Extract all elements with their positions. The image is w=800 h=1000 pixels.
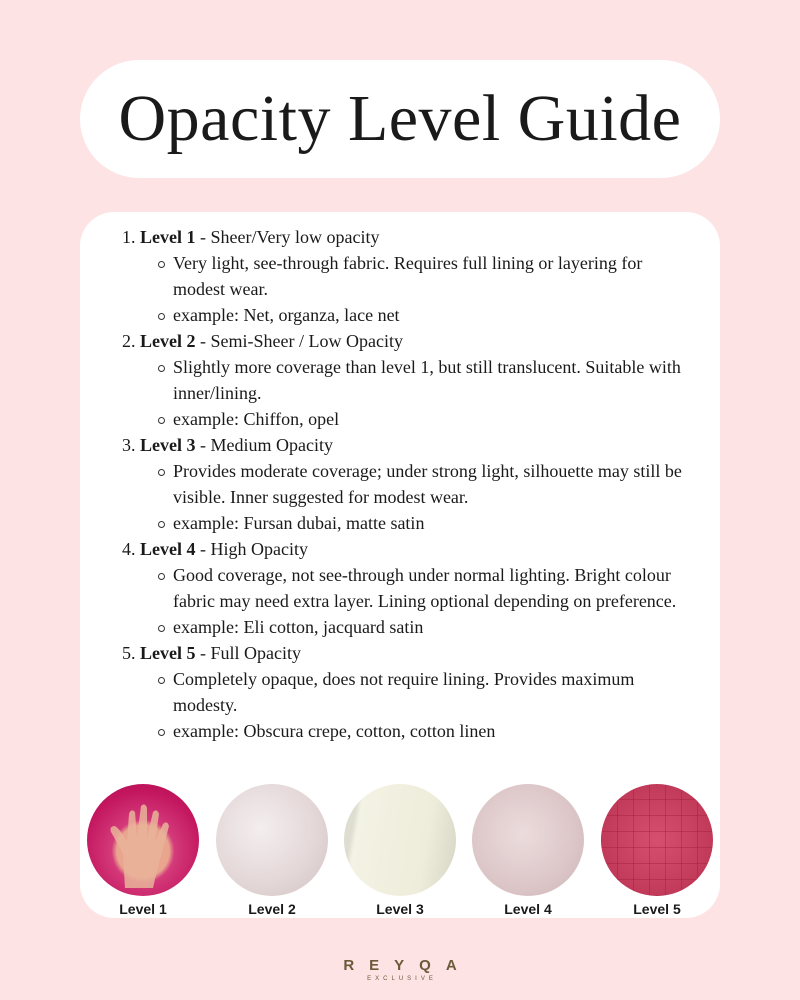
level-bullet: Provides moderate coverage; under strong light, silhouette may still be visible. Inner suggested for modest wear. — [122, 458, 692, 510]
level-heading — [122, 432, 692, 458]
swatch-row — [80, 784, 720, 917]
hand-image — [87, 784, 199, 896]
level-example: example: Eli cotton, jacquard satin — [122, 614, 692, 640]
swatch-image-level-3 — [344, 784, 456, 896]
swatch-label: Level 1 — [119, 901, 167, 917]
level-description: - Sheer/Very low opacity — [200, 227, 380, 247]
level-bullets — [122, 666, 692, 744]
brand-name: REYQA — [343, 957, 472, 974]
level-bullet: Good coverage, not see-through under normal lighting. Bright colour fabric may need extra layer. Lining optional depending on preference. — [122, 562, 692, 614]
level-label: Level 2 — [140, 331, 196, 351]
level-item-2 — [122, 328, 692, 432]
level-number: 2. — [122, 331, 136, 351]
level-bullets — [122, 458, 692, 536]
page-title: Opacity Level Guide — [118, 82, 682, 155]
level-item-5 — [122, 640, 692, 744]
level-bullets — [122, 562, 692, 640]
swatch-image-level-1 — [87, 784, 199, 896]
level-bullet: Very light, see-through fabric. Requires full lining or layering for modest wear. — [122, 250, 692, 302]
level-number: 5. — [122, 643, 136, 663]
swatch-label: Level 2 — [248, 901, 296, 917]
level-number: 3. — [122, 435, 136, 455]
level-label: Level 4 — [140, 539, 196, 559]
level-description: - Semi-Sheer / Low Opacity — [200, 331, 403, 351]
level-heading — [122, 224, 692, 250]
level-heading — [122, 536, 692, 562]
level-example: example: Chiffon, opel — [122, 406, 692, 432]
content-card — [80, 212, 720, 918]
level-bullet: Slightly more coverage than level 1, but still translucent. Suitable with inner/lining. — [122, 354, 692, 406]
level-number: 4. — [122, 539, 136, 559]
brand-logo — [0, 957, 800, 982]
swatch-label: Level 5 — [633, 901, 681, 917]
level-number: 1. — [122, 227, 136, 247]
level-bullets — [122, 250, 692, 328]
level-description: - High Opacity — [200, 539, 308, 559]
swatch-image-level-5 — [601, 784, 713, 896]
level-bullet: Completely opaque, does not require lining. Provides maximum modesty. — [122, 666, 692, 718]
title-card — [80, 60, 720, 178]
level-label: Level 1 — [140, 227, 196, 247]
level-example: example: Net, organza, lace net — [122, 302, 692, 328]
level-description: - Medium Opacity — [200, 435, 333, 455]
level-item-1 — [122, 224, 692, 328]
swatch-image-level-2 — [216, 784, 328, 896]
swatch-label: Level 3 — [376, 901, 424, 917]
level-label: Level 3 — [140, 435, 196, 455]
level-bullets — [122, 354, 692, 432]
swatch-label: Level 4 — [504, 901, 552, 917]
level-example: example: Fursan dubai, matte satin — [122, 510, 692, 536]
level-label: Level 5 — [140, 643, 196, 663]
level-item-4 — [122, 536, 692, 640]
level-heading — [122, 640, 692, 666]
level-heading — [122, 328, 692, 354]
level-item-3 — [122, 432, 692, 536]
level-list — [122, 224, 692, 744]
level-example: example: Obscura crepe, cotton, cotton linen — [122, 718, 692, 744]
level-description: - Full Opacity — [200, 643, 301, 663]
swatch-image-level-4 — [472, 784, 584, 896]
brand-subtitle: EXCLUSIVE — [367, 976, 437, 982]
